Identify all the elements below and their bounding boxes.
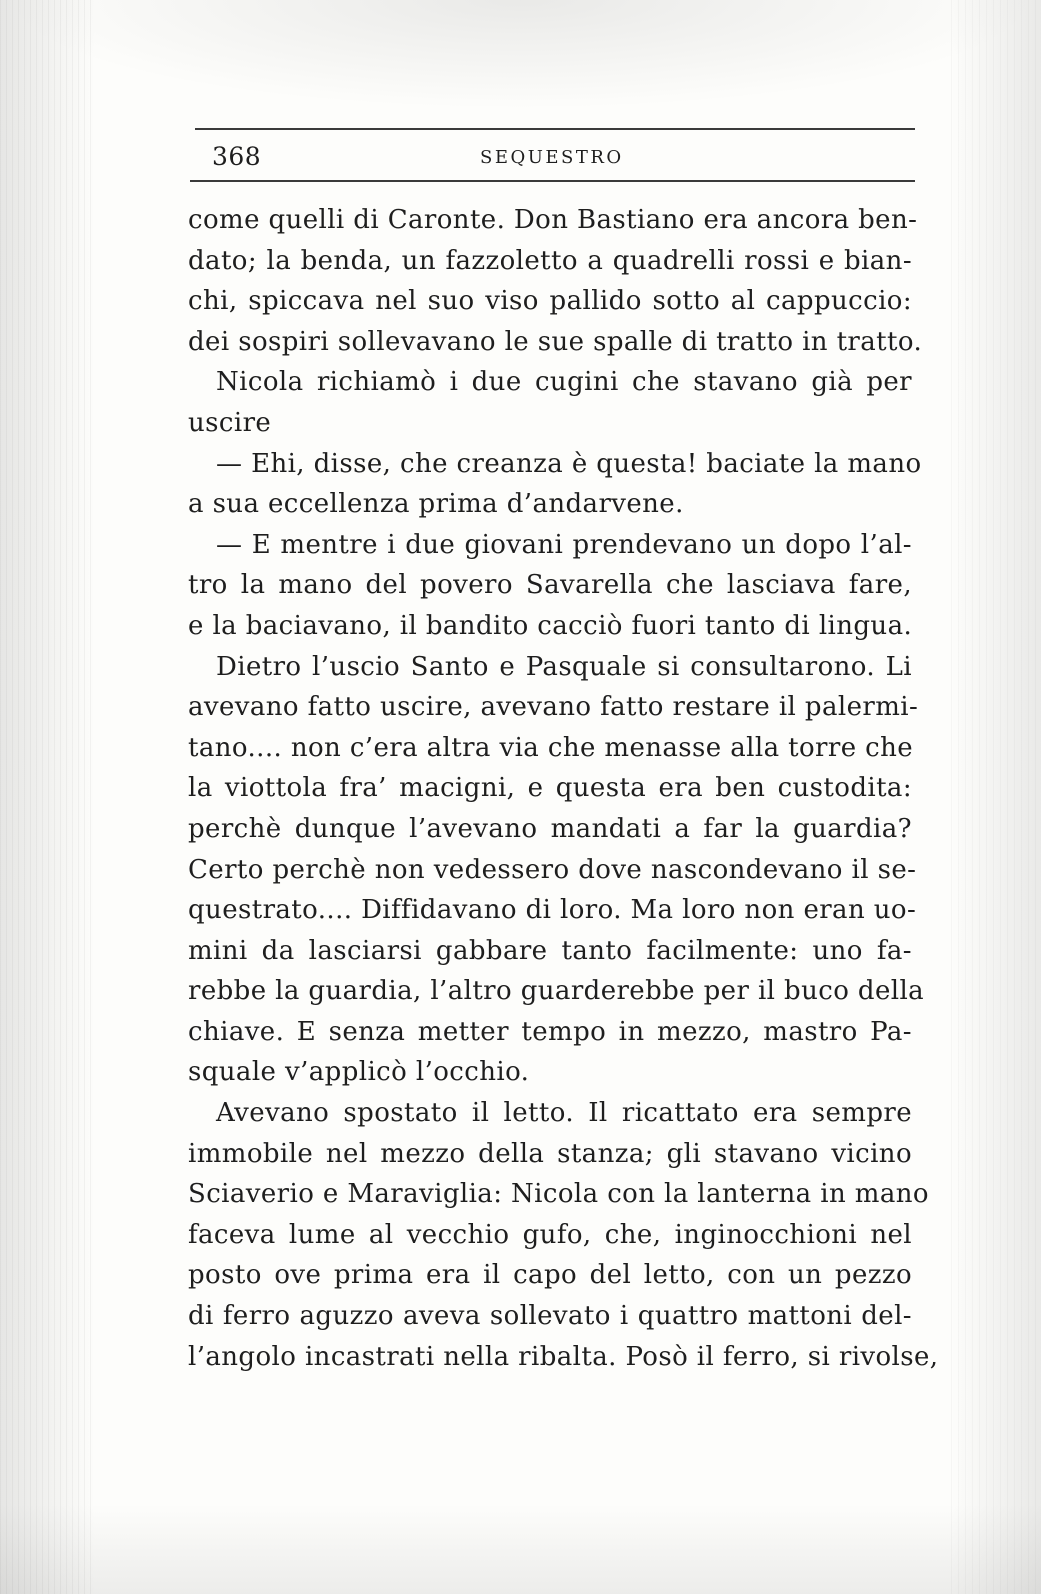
text-line: chi, spiccava nel suo viso pallido sotto al cappuccio: — [188, 286, 912, 317]
scan-noise-bottom — [0, 1504, 1041, 1594]
text-line: Dietro l’uscio Santo e Pasquale si consultarono. Li — [216, 651, 912, 682]
header-rule-top — [195, 128, 915, 130]
text-line: Certo perchè non vedessero dove nascondevano il se- — [188, 854, 917, 885]
page-number: 368 — [212, 142, 262, 171]
scan-noise-top — [0, 0, 1041, 110]
text-line: mini da lasciarsi gabbare tanto facilmente: uno fa- — [188, 935, 912, 966]
text-line: dato; la benda, un fazzoletto a quadrelli rossi e bian- — [188, 245, 912, 276]
page-header — [190, 138, 915, 178]
text-line: chiave. E senza metter tempo in mezzo, mastro Pa- — [188, 1016, 912, 1047]
header-rule-bottom — [190, 180, 915, 182]
text-line: — E mentre i due giovani prendevano un dopo l’al- — [216, 529, 912, 560]
text-line: faceva lume al vecchio gufo, che, inginocchioni nel — [188, 1219, 912, 1250]
text-line: Nicola richiamò i due cugini che stavano già per — [216, 367, 912, 398]
text-line: avevano fatto uscire, avevano fatto restare il palermi- — [188, 692, 919, 723]
text-line: rebbe la guardia, l’altro guarderebbe per il buco della — [188, 976, 925, 1007]
text-line: Sciaverio e Maraviglia: Nicola con la lanterna in mano — [188, 1179, 929, 1210]
text-line: questrato.... Diffidavano di loro. Ma loro non eran uo- — [188, 895, 917, 926]
text-line: e la baciavano, il bandito cacciò fuori tanto di lingua. — [188, 610, 913, 641]
running-title: SEQUESTRO — [480, 147, 624, 168]
text-line: la viottola fra’ macigni, e questa era ben custodita: — [188, 773, 912, 804]
text-line: dei sospiri sollevavano le sue spalle di tratto in tratto. — [188, 326, 923, 357]
text-line: Avevano spostato il letto. Il ricattato era sempre — [216, 1098, 912, 1129]
text-line: — Ehi, disse, che creanza è questa! baciate la mano — [216, 448, 922, 479]
text-line: squale v’applicò l’occhio. — [188, 1057, 530, 1088]
text-line: perchè dunque l’avevano mandati a far la guardia? — [188, 813, 912, 844]
text-line: come quelli di Caronte. Don Bastiano era ancora ben- — [188, 205, 918, 235]
text-line: immobile nel mezzo della stanza; gli stavano vicino — [188, 1138, 912, 1169]
text-line: a sua eccellenza prima d’andarvene. — [188, 489, 684, 520]
scan-noise-right — [951, 0, 1041, 1594]
text-line: posto ove prima era il capo del letto, con un pezzo — [188, 1260, 912, 1291]
scan-noise-left — [0, 0, 95, 1594]
text-line: tro la mano del povero Savarella che lasciava fare, — [188, 570, 912, 601]
text-line: uscire — [188, 407, 272, 438]
text-line: tano.... non c’era altra via che menasse alla torre che — [188, 732, 914, 763]
text-line: l’angolo incastrati nella ribalta. Posò il ferro, si rivolse, — [188, 1341, 939, 1372]
text-line: di ferro aguzzo aveva sollevato i quattro mattoni del- — [188, 1301, 912, 1332]
body-text — [188, 200, 939, 1377]
